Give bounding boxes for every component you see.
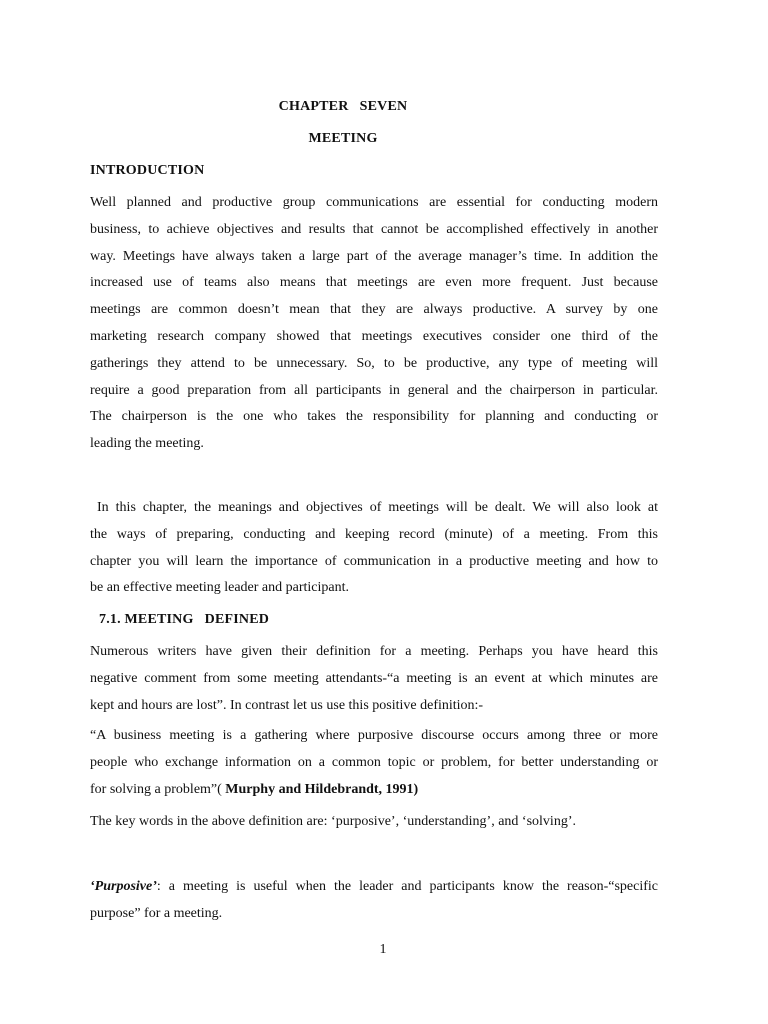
quote-text: for solving a problem”(	[90, 781, 226, 797]
definition-line: Numerous writers have given their definition for a meeting. Perhaps you have heard this	[90, 644, 658, 659]
overview-line: chapter you will learn the importance of communication in a productive meeting and how to	[90, 553, 658, 569]
purposive-line: purpose” for a meeting.	[90, 905, 223, 921]
overview-line: be an effective meeting leader and participant.	[90, 580, 349, 596]
purposive-paragraph	[90, 874, 658, 928]
purposive-line	[90, 874, 658, 901]
intro-line: increased use of teams also means that meetings are even more frequent. Just because	[90, 275, 658, 291]
purposive-term: ‘Purposive’	[90, 879, 157, 894]
intro-line: The chairperson is the one who takes the responsibility for planning and conducting or	[90, 409, 658, 425]
keywords-paragraph	[90, 809, 658, 836]
quote-line: “A business meeting is a gathering where purposive discourse occurs among three or more	[90, 728, 658, 743]
definition-paragraph	[90, 639, 658, 719]
quote-citation: Murphy and Hildebrandt, 1991)	[225, 781, 419, 797]
purposive-text: : a meeting is useful when the leader and participants know the reason-“specific	[156, 879, 658, 894]
intro-line: business, to achieve objectives and results that cannot be accomplished effectively in another	[90, 221, 658, 237]
overview-line: the ways of preparing, conducting and keeping record (minute) of a meeting. From this	[90, 526, 658, 542]
intro-line: require a good preparation from all participants in general and the chairperson in particular.	[90, 382, 658, 398]
definition-line: negative comment from some meeting attendants-“a meeting is an event at which minutes are	[90, 670, 658, 686]
page-number: 1	[379, 942, 387, 957]
quote-line: people who exchange information on a common topic or problem, for better understanding or	[90, 754, 658, 770]
intro-heading: INTRODUCTION	[90, 163, 205, 178]
intro-line: way. Meetings have always taken a large part of the average manager’s time. In addition the	[90, 248, 658, 264]
overview-line: In this chapter, the meanings and objectives of meetings will be dealt. We will also look at	[90, 500, 658, 515]
section-heading: 7.1. MEETING DEFINED	[99, 612, 270, 627]
intro-line: leading the meeting.	[90, 436, 204, 452]
chapter-title: CHAPTER SEVEN	[278, 99, 408, 114]
quote-paragraph	[90, 723, 658, 803]
intro-line: gatherings they attend to be unnecessary. So, to be productive, any type of meeting will	[90, 355, 658, 371]
definition-line: kept and hours are lost”. In contrast let us use this positive definition:-	[90, 697, 484, 713]
intro-line: Well planned and productive group communications are essential for conducting modern	[90, 195, 658, 210]
chapter-subtitle: MEETING	[308, 131, 378, 146]
intro-line: meetings are common doesn’t mean that they are always productive. A survey by one	[90, 302, 658, 318]
intro-line: marketing research company showed that meetings executives consider one third of the	[90, 328, 658, 344]
chapter-overview-paragraph	[90, 495, 658, 602]
intro-paragraph	[90, 190, 658, 458]
quote-line-last	[90, 777, 658, 804]
keywords-line: The key words in the above definition are: ‘purposive’, ‘understanding’, and ‘solving’.	[90, 814, 576, 829]
